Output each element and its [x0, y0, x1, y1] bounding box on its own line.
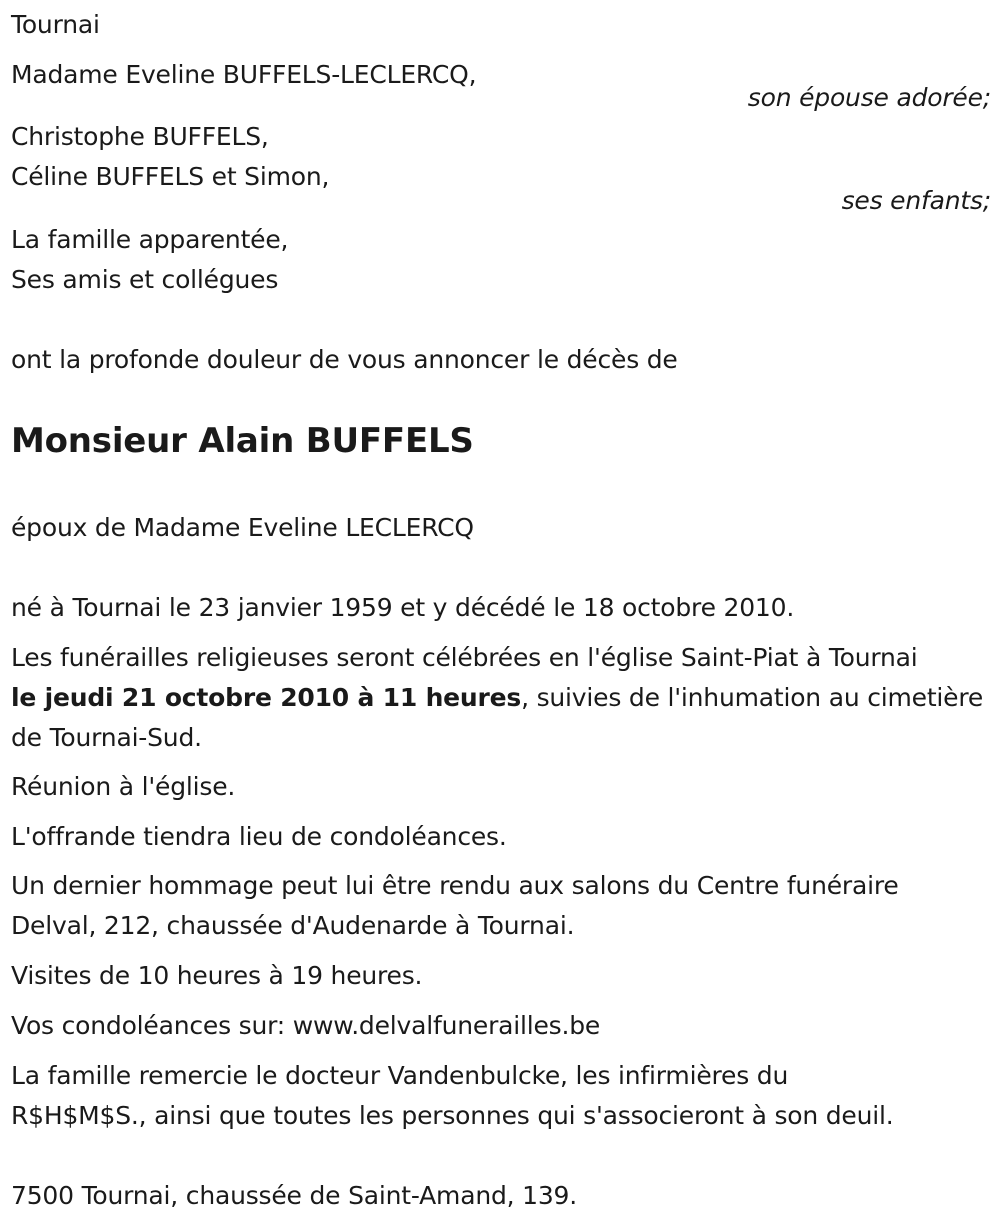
address: 7500 Tournai, chaussée de Saint-Amand, 139. [11, 1181, 577, 1210]
funeral-line-2 [11, 683, 983, 713]
birth-death: né à Tournai le 23 janvier 1959 et y décédé le 18 octobre 2010. [11, 593, 795, 622]
condolences: Vos condoléances sur: www.delvalfunerailles.be [11, 1011, 601, 1040]
spouse-of: époux de Madame Eveline LECLERCQ [11, 513, 474, 542]
relatives-line: La famille apparentée, [11, 225, 289, 254]
announcement: ont la profonde douleur de vous annoncer le décès de [11, 345, 678, 374]
spouse-name: Madame Eveline BUFFELS-LECLERCQ, [11, 60, 477, 89]
tribute-line: Un dernier hommage peut lui être rendu aux salons du Centre funéraire [11, 871, 899, 900]
thanks-line: R$H$M$S., ainsi que toutes les personnes qui s'associeront à son deuil. [11, 1101, 894, 1130]
visits: Visites de 10 heures à 19 heures. [11, 961, 423, 990]
reunion: Réunion à l'église. [11, 772, 236, 801]
funeral-line-1: Les funérailles religieuses seront célébrées en l'église Saint-Piat à Tournai [11, 643, 918, 672]
spouse-role: son épouse adorée; [747, 83, 991, 112]
relatives-line: Ses amis et collégues [11, 265, 279, 294]
tribute-line: Delval, 212, chaussée d'Audenarde à Tournai. [11, 911, 575, 940]
thanks-line: La famille remercie le docteur Vandenbulcke, les infirmières du [11, 1061, 789, 1090]
child-name: Céline BUFFELS et Simon, [11, 162, 330, 191]
child-name: Christophe BUFFELS, [11, 122, 269, 151]
deceased-name: Monsieur Alain BUFFELS [11, 421, 474, 461]
children-role: ses enfants; [841, 186, 991, 215]
offering: L'offrande tiendra lieu de condoléances. [11, 822, 507, 851]
city-header: Tournai [11, 10, 100, 39]
funeral-date: le jeudi 21 octobre 2010 à 11 heures [11, 683, 522, 712]
funeral-line-3: de Tournai-Sud. [11, 723, 202, 752]
funeral-line-2-rest: , suivies de l'inhumation au cimetière [521, 683, 984, 712]
